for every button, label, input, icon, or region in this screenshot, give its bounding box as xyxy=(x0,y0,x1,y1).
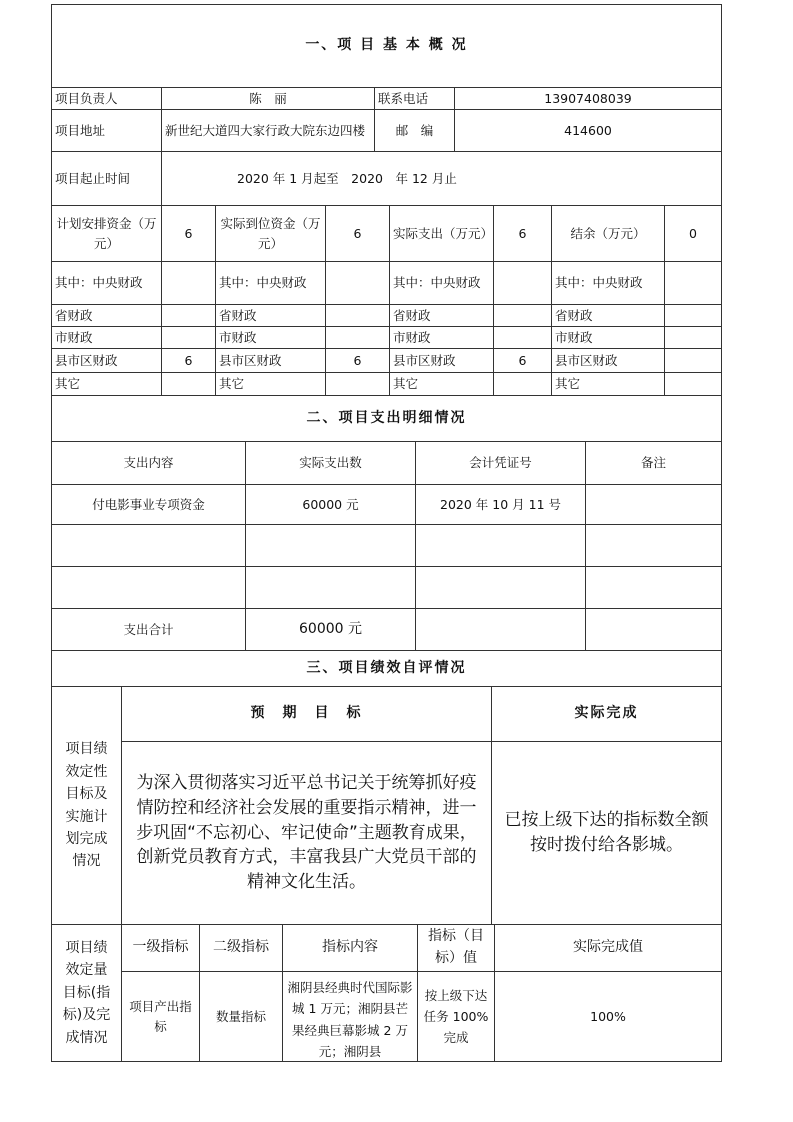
source-label: 县市区财政 xyxy=(215,348,326,373)
source-label: 其中：中央财政 xyxy=(389,261,494,305)
phone-value: 13907408039 xyxy=(454,87,722,110)
source-value: 6 xyxy=(493,348,552,373)
table-cell xyxy=(585,566,722,609)
source-label: 其中：中央财政 xyxy=(51,261,162,305)
source-value xyxy=(664,348,722,373)
table-cell xyxy=(51,566,246,609)
balance-value: 0 xyxy=(664,205,722,262)
received-label: 实际到位资金（万元） xyxy=(215,205,326,262)
source-label: 其中：中央财政 xyxy=(215,261,326,305)
source-value xyxy=(664,372,722,396)
expected-text: 为深入贯彻落实习近平总书记关于统筹抓好疫情防控和经济社会发展的重要指示精神，进一步巩固“不忘初心、牢记使命”主题教育成果，创新党员教育方式，丰富我县广大党员干部的精神文化生活。 xyxy=(121,741,492,925)
planned-value: 6 xyxy=(161,205,216,262)
source-value xyxy=(325,304,390,327)
source-value xyxy=(325,326,390,349)
quantitative-label: 项目绩效定量目标(指标)及完成情况 xyxy=(51,924,122,1062)
source-label: 市财政 xyxy=(51,326,162,349)
source-label: 省财政 xyxy=(389,304,494,327)
quant-header: 一级指标 xyxy=(121,924,200,972)
level2-indicator: 数量指标 xyxy=(199,971,283,1062)
source-value xyxy=(664,326,722,349)
source-value xyxy=(493,372,552,396)
empty-cell xyxy=(585,608,722,651)
section1-title: 一、项 目 基 本 概 况 xyxy=(51,4,722,88)
source-value xyxy=(664,304,722,327)
section3-title: 三、项目绩效自评情况 xyxy=(51,650,722,687)
empty-cell xyxy=(415,608,586,651)
col-header: 支出内容 xyxy=(51,441,246,485)
source-value: 6 xyxy=(325,348,390,373)
actual-text: 已按上级下达的指标数全额按时拨付给各影城。 xyxy=(491,741,722,925)
source-value xyxy=(161,326,216,349)
address-label: 项目地址 xyxy=(51,109,162,152)
phone-label: 联系电话 xyxy=(374,87,455,110)
table-cell xyxy=(245,566,416,609)
address-value: 新世纪大道四大家行政大院东边四楼 xyxy=(161,109,375,152)
table-cell xyxy=(415,566,586,609)
source-value xyxy=(664,261,722,305)
actual-value: 100% xyxy=(494,971,722,1062)
qualitative-label: 项目绩效定性目标及实施计划完成情况 xyxy=(51,686,122,925)
source-label: 县市区财政 xyxy=(389,348,494,373)
col-header: 实际支出数 xyxy=(245,441,416,485)
table-cell xyxy=(585,484,722,525)
received-value: 6 xyxy=(325,205,390,262)
indicator-target: 按上级下达任务 100%完成 xyxy=(417,971,495,1062)
total-label: 支出合计 xyxy=(51,608,246,651)
level1-indicator: 项目产出指标 xyxy=(121,971,200,1062)
expected-header: 预 期 目 标 xyxy=(121,686,492,742)
spent-value: 6 xyxy=(493,205,552,262)
source-label: 省财政 xyxy=(551,304,665,327)
table-cell xyxy=(585,524,722,567)
quant-header: 指标（目标）值 xyxy=(417,924,495,972)
spent-label: 实际支出（万元） xyxy=(389,205,494,262)
leader-label: 项目负责人 xyxy=(51,87,162,110)
source-label: 其它 xyxy=(215,372,326,396)
source-label: 县市区财政 xyxy=(51,348,162,373)
source-value xyxy=(493,326,552,349)
quant-header: 实际完成值 xyxy=(494,924,722,972)
table-cell xyxy=(51,524,246,567)
source-label: 市财政 xyxy=(215,326,326,349)
source-label: 省财政 xyxy=(51,304,162,327)
source-value xyxy=(161,261,216,305)
source-value xyxy=(493,304,552,327)
source-value xyxy=(161,304,216,327)
leader-value: 陈 丽 xyxy=(161,87,375,110)
source-value: 6 xyxy=(161,348,216,373)
period-label: 项目起止时间 xyxy=(51,151,162,206)
source-label: 市财政 xyxy=(389,326,494,349)
table-cell: 付电影事业专项资金 xyxy=(51,484,246,525)
quant-header: 指标内容 xyxy=(282,924,418,972)
col-header: 会计凭证号 xyxy=(415,441,586,485)
source-value xyxy=(161,372,216,396)
source-value xyxy=(325,372,390,396)
table-cell xyxy=(245,524,416,567)
indicator-content: 湘阴县经典时代国际影城 1 万元；湘阴县芒果经典巨幕影城 2 万元；湘阴县 xyxy=(282,971,418,1062)
source-value xyxy=(325,261,390,305)
zip-value: 414600 xyxy=(454,109,722,152)
zip-label: 邮 编 xyxy=(374,109,455,152)
source-label: 市财政 xyxy=(551,326,665,349)
source-value xyxy=(493,261,552,305)
balance-label: 结余（万元） xyxy=(551,205,665,262)
period-value: 2020 年 1 月起至 2020 年 12 月止 xyxy=(161,151,722,206)
table-cell: 60000 元 xyxy=(245,484,416,525)
planned-label: 计划安排资金（万元） xyxy=(51,205,162,262)
actual-header: 实际完成 xyxy=(491,686,722,742)
source-label: 其它 xyxy=(51,372,162,396)
table-cell: 2020 年 10 月 11 号 xyxy=(415,484,586,525)
source-label: 其它 xyxy=(551,372,665,396)
section2-title: 二、项目支出明细情况 xyxy=(51,395,722,442)
table-cell xyxy=(415,524,586,567)
source-label: 其中：中央财政 xyxy=(551,261,665,305)
source-label: 省财政 xyxy=(215,304,326,327)
total-value: 60000 元 xyxy=(245,608,416,651)
col-header: 备注 xyxy=(585,441,722,485)
quant-header: 二级指标 xyxy=(199,924,283,972)
source-label: 县市区财政 xyxy=(551,348,665,373)
source-label: 其它 xyxy=(389,372,494,396)
